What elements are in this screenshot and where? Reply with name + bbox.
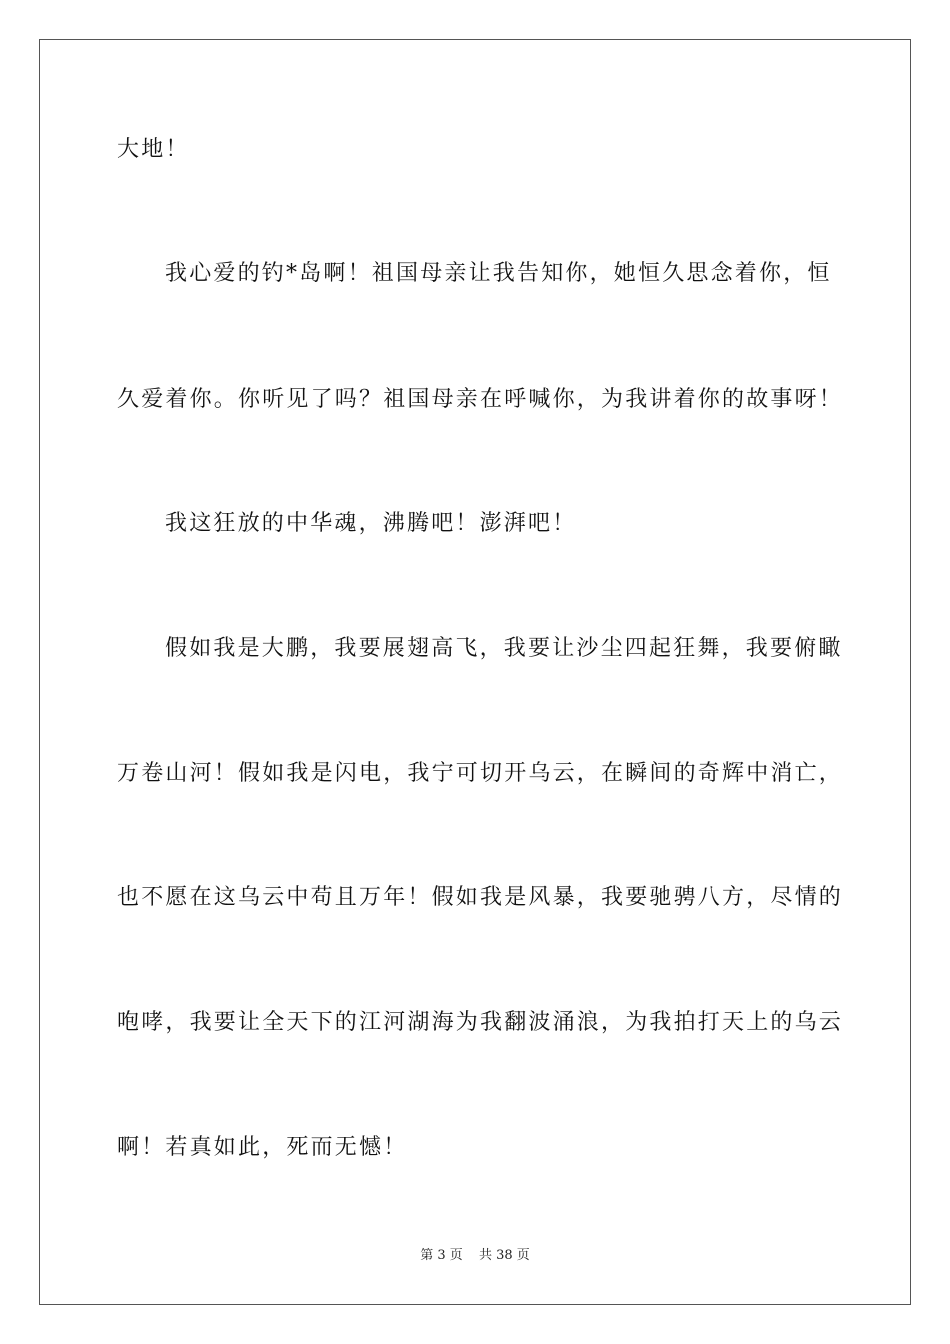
page-footer — [0, 1246, 950, 1266]
text-line: 万卷山河！假如我是闪电，我宁可切开乌云，在瞬间的奇辉中消亡， — [117, 761, 844, 786]
text-line: 大地！ — [117, 137, 190, 162]
paragraph-first-line: 我心爱的钓*岛啊！祖国母亲让我告知你，她恒久思念着你，恒 — [165, 261, 832, 286]
text-line: 咆哮，我要让全天下的江河湖海为我翻波涌浪，为我拍打天上的乌云 — [117, 1010, 844, 1035]
total-pages: 共 38 页 — [478, 1248, 530, 1263]
page-number: 第 3 页 — [420, 1248, 463, 1263]
paragraph-first-line: 假如我是大鹏，我要展翅高飞，我要让沙尘四起狂舞，我要俯瞰 — [165, 636, 843, 661]
paragraph-first-line: 我这狂放的中华魂，沸腾吧！澎湃吧！ — [165, 511, 577, 536]
text-line: 啊！若真如此，死而无憾！ — [117, 1135, 408, 1160]
text-line: 也不愿在这乌云中苟且万年！假如我是风暴，我要驰骋八方，尽情的 — [117, 885, 844, 910]
text-line: 久爱着你。你听见了吗？祖国母亲在呼喊你，为我讲着你的故事呀！ — [117, 387, 844, 412]
page-border — [39, 39, 911, 1305]
